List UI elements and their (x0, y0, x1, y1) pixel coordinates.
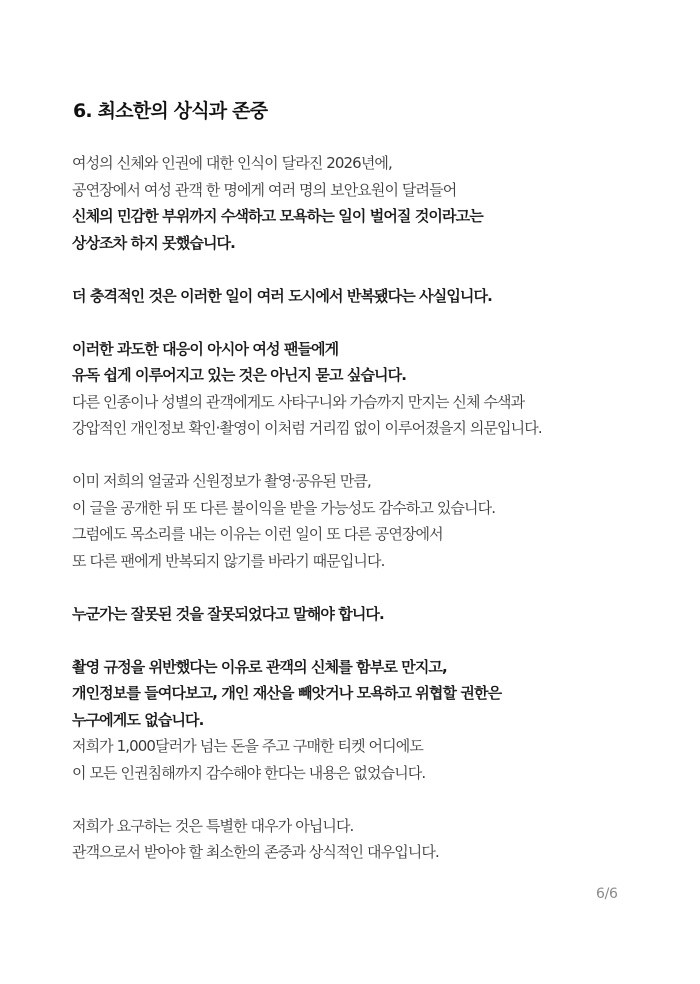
bold-text-line: 누군가는 잘못된 것을 잘못되었다고 말해야 합니다. (72, 604, 384, 623)
bold-text-line: 누구에게도 없습니다. (72, 710, 204, 729)
bold-text-line: 상상조차 하지 못했습니다. (72, 233, 235, 252)
section-heading: 6. 최소한의 상식과 존중 (73, 100, 268, 122)
bold-text-line: 신체의 민감한 부위까지 수색하고 모욕하는 일이 벌어질 것이라고는 (72, 207, 483, 225)
page-number: 6/6 (596, 886, 618, 902)
text-line: 이 모든 인권침해까지 감수해야 한다는 내용은 없었습니다. (72, 763, 426, 782)
text-line: 다른 인종이나 성별의 관객에게도 사타구니와 가슴까지 만지는 신체 수색과 (72, 392, 525, 411)
text-line: 공연장에서 여성 관객 한 명에게 여러 명의 보안요원이 달려들어 (72, 180, 457, 199)
bold-text-line: 더 충격적인 것은 이러한 일이 여러 도시에서 반복됐다는 사실입니다. (72, 286, 492, 305)
paragraph (72, 468, 672, 574)
text-line: 이미 저희의 얼굴과 신원정보가 촬영·공유된 만큼, (72, 472, 371, 490)
paragraph (72, 654, 672, 787)
text-line: 또 다른 팬에게 반복되지 않기를 바라기 때문입니다. (72, 551, 385, 570)
text-line: 이 글을 공개한 뒤 또 다른 불이익을 받을 가능성도 감수하고 있습니다. (72, 498, 496, 517)
paragraph (72, 336, 672, 442)
bold-text-line: 이러한 과도한 대응이 아시아 여성 팬들에게 (72, 339, 339, 358)
bold-text-line: 개인정보를 들여다보고, 개인 재산을 빼앗거나 모욕하고 위협할 권한은 (72, 684, 502, 702)
text-line: 그럼에도 목소리를 내는 이유는 이런 일이 또 다른 공연장에서 (72, 525, 443, 543)
text-line: 관객으로서 받아야 할 최소한의 존중과 상식적인 대우입니다. (72, 843, 439, 861)
text-line: 저희가 1,000달러가 넘는 돈을 주고 구매한 티켓 어디에도 (72, 737, 423, 755)
bold-text-line: 유독 쉽게 이루어지고 있는 것은 아닌지 묻고 싶습니다. (72, 366, 407, 384)
document-body (72, 150, 672, 892)
text-line: 강압적인 개인정보 확인·촬영이 이처럼 거리낌 없이 이루어졌을지 의문입니다. (72, 419, 542, 437)
bold-text-line: 촬영 규정을 위반했다는 이유로 관객의 신체를 함부로 만지고, (72, 657, 447, 676)
paragraph (72, 283, 672, 310)
paragraph (72, 813, 672, 866)
text-line: 저희가 요구하는 것은 특별한 대우가 아닙니다. (72, 816, 354, 835)
paragraph (72, 150, 672, 256)
text-line: 여성의 신체와 인권에 대한 인식이 달라진 2026년에, (72, 154, 392, 172)
paragraph (72, 601, 672, 628)
